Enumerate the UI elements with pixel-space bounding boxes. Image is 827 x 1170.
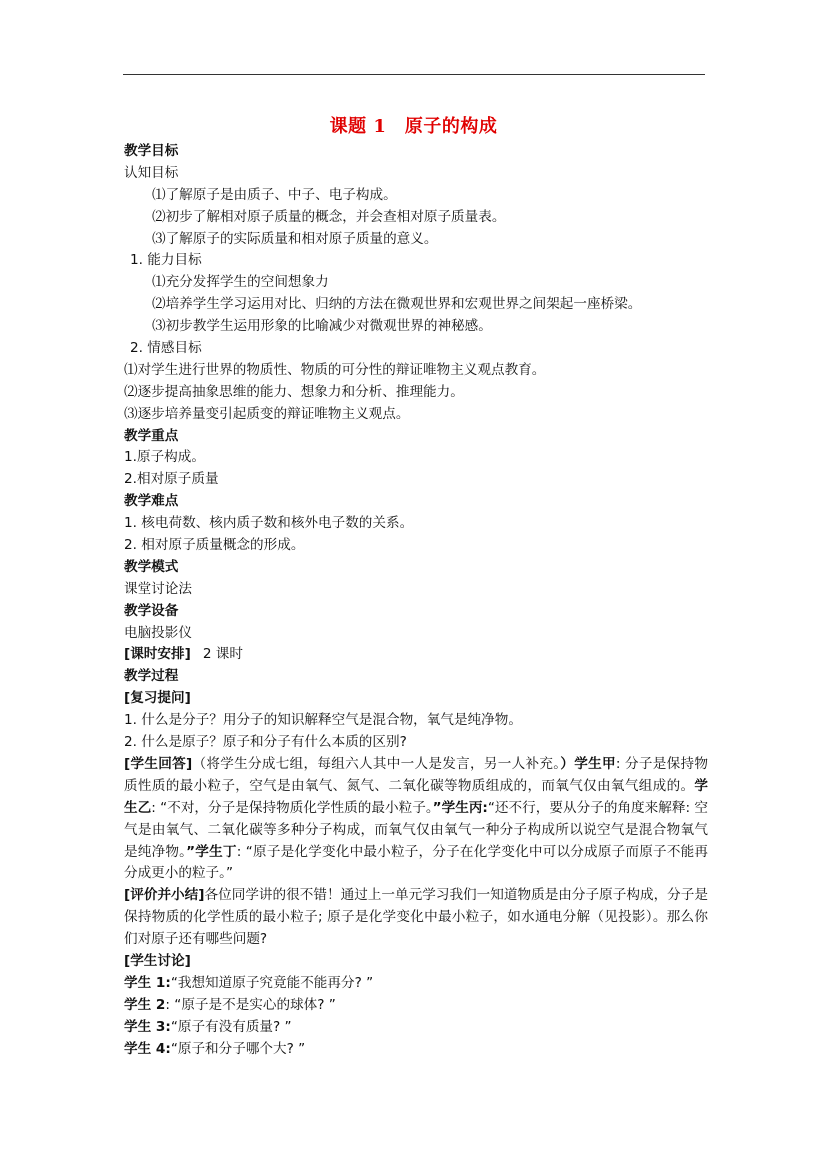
discussion-item: [124, 1017, 708, 1039]
review-label: [复习提问]: [124, 690, 191, 707]
student-b-text: : “不对，分子是保持物质化学性质的最小粒子。: [151, 799, 433, 816]
difficulty-item: 1. 核电荷数、核内质子数和核外电子数的关系。: [124, 515, 414, 532]
summary-text: 各位同学讲的很不错！通过上一单元学习我们一知道物质是由分子原子构成，分子是保持物质的化学性质的最小粒子; 原子是化学变化中最小粒子，如水通电分解（见投影）。那么你们对原子还有哪些问题?: [124, 887, 708, 948]
emotion-goal-item: ⑶逐步培养量变引起质变的辩证唯物主义观点。: [124, 405, 410, 422]
cognitive-goal-item: ⑴了解原子是由质子、中子、电子构成。: [152, 186, 397, 203]
heading-teaching-mode: 教学模式: [124, 558, 179, 575]
student-b-name: 学生乙: [124, 777, 708, 816]
emotion-goal-item: ⑵逐步提高抽象思维的能力、想象力和分析、推理能力。: [124, 383, 464, 400]
student-d-text: : “原子是化学变化中最小粒子，分子在化学变化中可以分成原子而原子不能再分成更小的粒子。”: [124, 843, 708, 882]
difficulty-item: 2. 相对原子质量概念的形成。: [124, 537, 305, 554]
student-a-text: : 分子是保持物质性质的最小粒子，空气是由氧气、氮气、二氧化碳等物质组成的，而氧气仅由氧气组成的。: [124, 755, 709, 794]
review-question: 1. 什么是分子？用分子的知识解释空气是混合物，氧气是纯净物。: [124, 712, 522, 729]
discussion-student-text: : “原子是不是实心的球体? ”: [165, 996, 336, 1013]
cognitive-goal-item: ⑶了解原子的实际质量和相对原子质量的意义。: [152, 230, 438, 247]
review-question: 2. 什么是原子？原子和分子有什么本质的区别?: [124, 734, 407, 751]
header-rule: [123, 74, 705, 75]
schedule-value: 2 课时: [202, 646, 243, 663]
ability-goal-item: ⑴充分发挥学生的空间想象力: [152, 274, 329, 291]
answer-label: [学生回答]: [124, 755, 193, 772]
cognitive-goals-label: 认知目标: [124, 164, 179, 181]
ability-goals-label: 1. 能力目标: [130, 252, 202, 269]
discussion-student-name: 学生 2: [124, 996, 166, 1013]
heading-teaching-goals: 教学目标: [124, 143, 179, 159]
heading-difficulties: 教学难点: [124, 493, 179, 510]
student-answer-paragraph: [124, 754, 708, 885]
student-c-name: 学生丙:: [441, 799, 488, 816]
student-c-close: ”: [186, 843, 196, 860]
emotion-goals-label: 2. 情感目标: [130, 340, 202, 357]
schedule-line: [124, 644, 708, 666]
summary-paragraph: [124, 885, 708, 951]
discussion-label: [学生讨论]: [124, 953, 191, 970]
key-point-item: 1.原子构成。: [124, 449, 205, 466]
document-body: [124, 141, 708, 1061]
schedule-label: [课时安排]: [124, 646, 191, 663]
emotion-goal-item: ⑴对学生进行世界的物质性、物质的可分性的辩证唯物主义观点教育。: [124, 361, 546, 378]
discussion-item: [124, 1039, 708, 1061]
teaching-mode-value: 课堂讨论法: [124, 580, 192, 597]
page-title: 课题 1 原子的构成: [329, 116, 498, 137]
heading-key-points: 教学重点: [124, 427, 179, 444]
ability-goal-item: ⑵培养学生学习运用对比、归纳的方法在微观世界和宏观世界之间架起一座桥梁。: [152, 296, 642, 313]
student-d-name: 学生丁: [195, 843, 237, 860]
ability-goal-item: ⑶初步教学生运用形象的比喻减少对微观世界的神秘感。: [152, 318, 492, 335]
equipment-value: 电脑投影仪: [124, 624, 192, 641]
summary-label: [评价并小结]: [124, 887, 205, 904]
student-c-text: “还不行，要从分子的角度来解释: 空气是由氧气、二氧化碳等多种分子构成，而氧气仅由氧气一种分子构成所以说空气是混合物氧气是纯净物。: [124, 799, 709, 860]
cognitive-goal-item: ⑵初步了解相对原子质量的概念，并会查相对原子质量表。: [152, 208, 506, 225]
discussion-item: [124, 995, 708, 1017]
discussion-student-name: 学生 4:: [124, 1040, 171, 1057]
discussion-student-text: “原子和分子哪个大? ”: [170, 1040, 306, 1057]
discussion-item: [124, 973, 708, 995]
key-point-item: 2.相对原子质量: [124, 471, 219, 488]
heading-equipment: 教学设备: [124, 602, 179, 619]
answer-intro-close: ）: [560, 755, 575, 772]
discussion-student-name: 学生 1:: [124, 974, 171, 991]
discussion-student-name: 学生 3:: [124, 1018, 171, 1035]
answer-intro: （将学生分成七组，每组六人其中一人是发言，另一人补充。: [192, 755, 561, 772]
discussion-student-text: “原子有没有质量? ”: [170, 1018, 292, 1035]
student-b-close: ”: [432, 799, 442, 816]
heading-teaching-process: 教学过程: [124, 668, 179, 685]
student-a-name: 学生甲: [574, 755, 616, 772]
discussion-student-text: “我想知道原子究竟能不能再分? ”: [170, 974, 374, 991]
